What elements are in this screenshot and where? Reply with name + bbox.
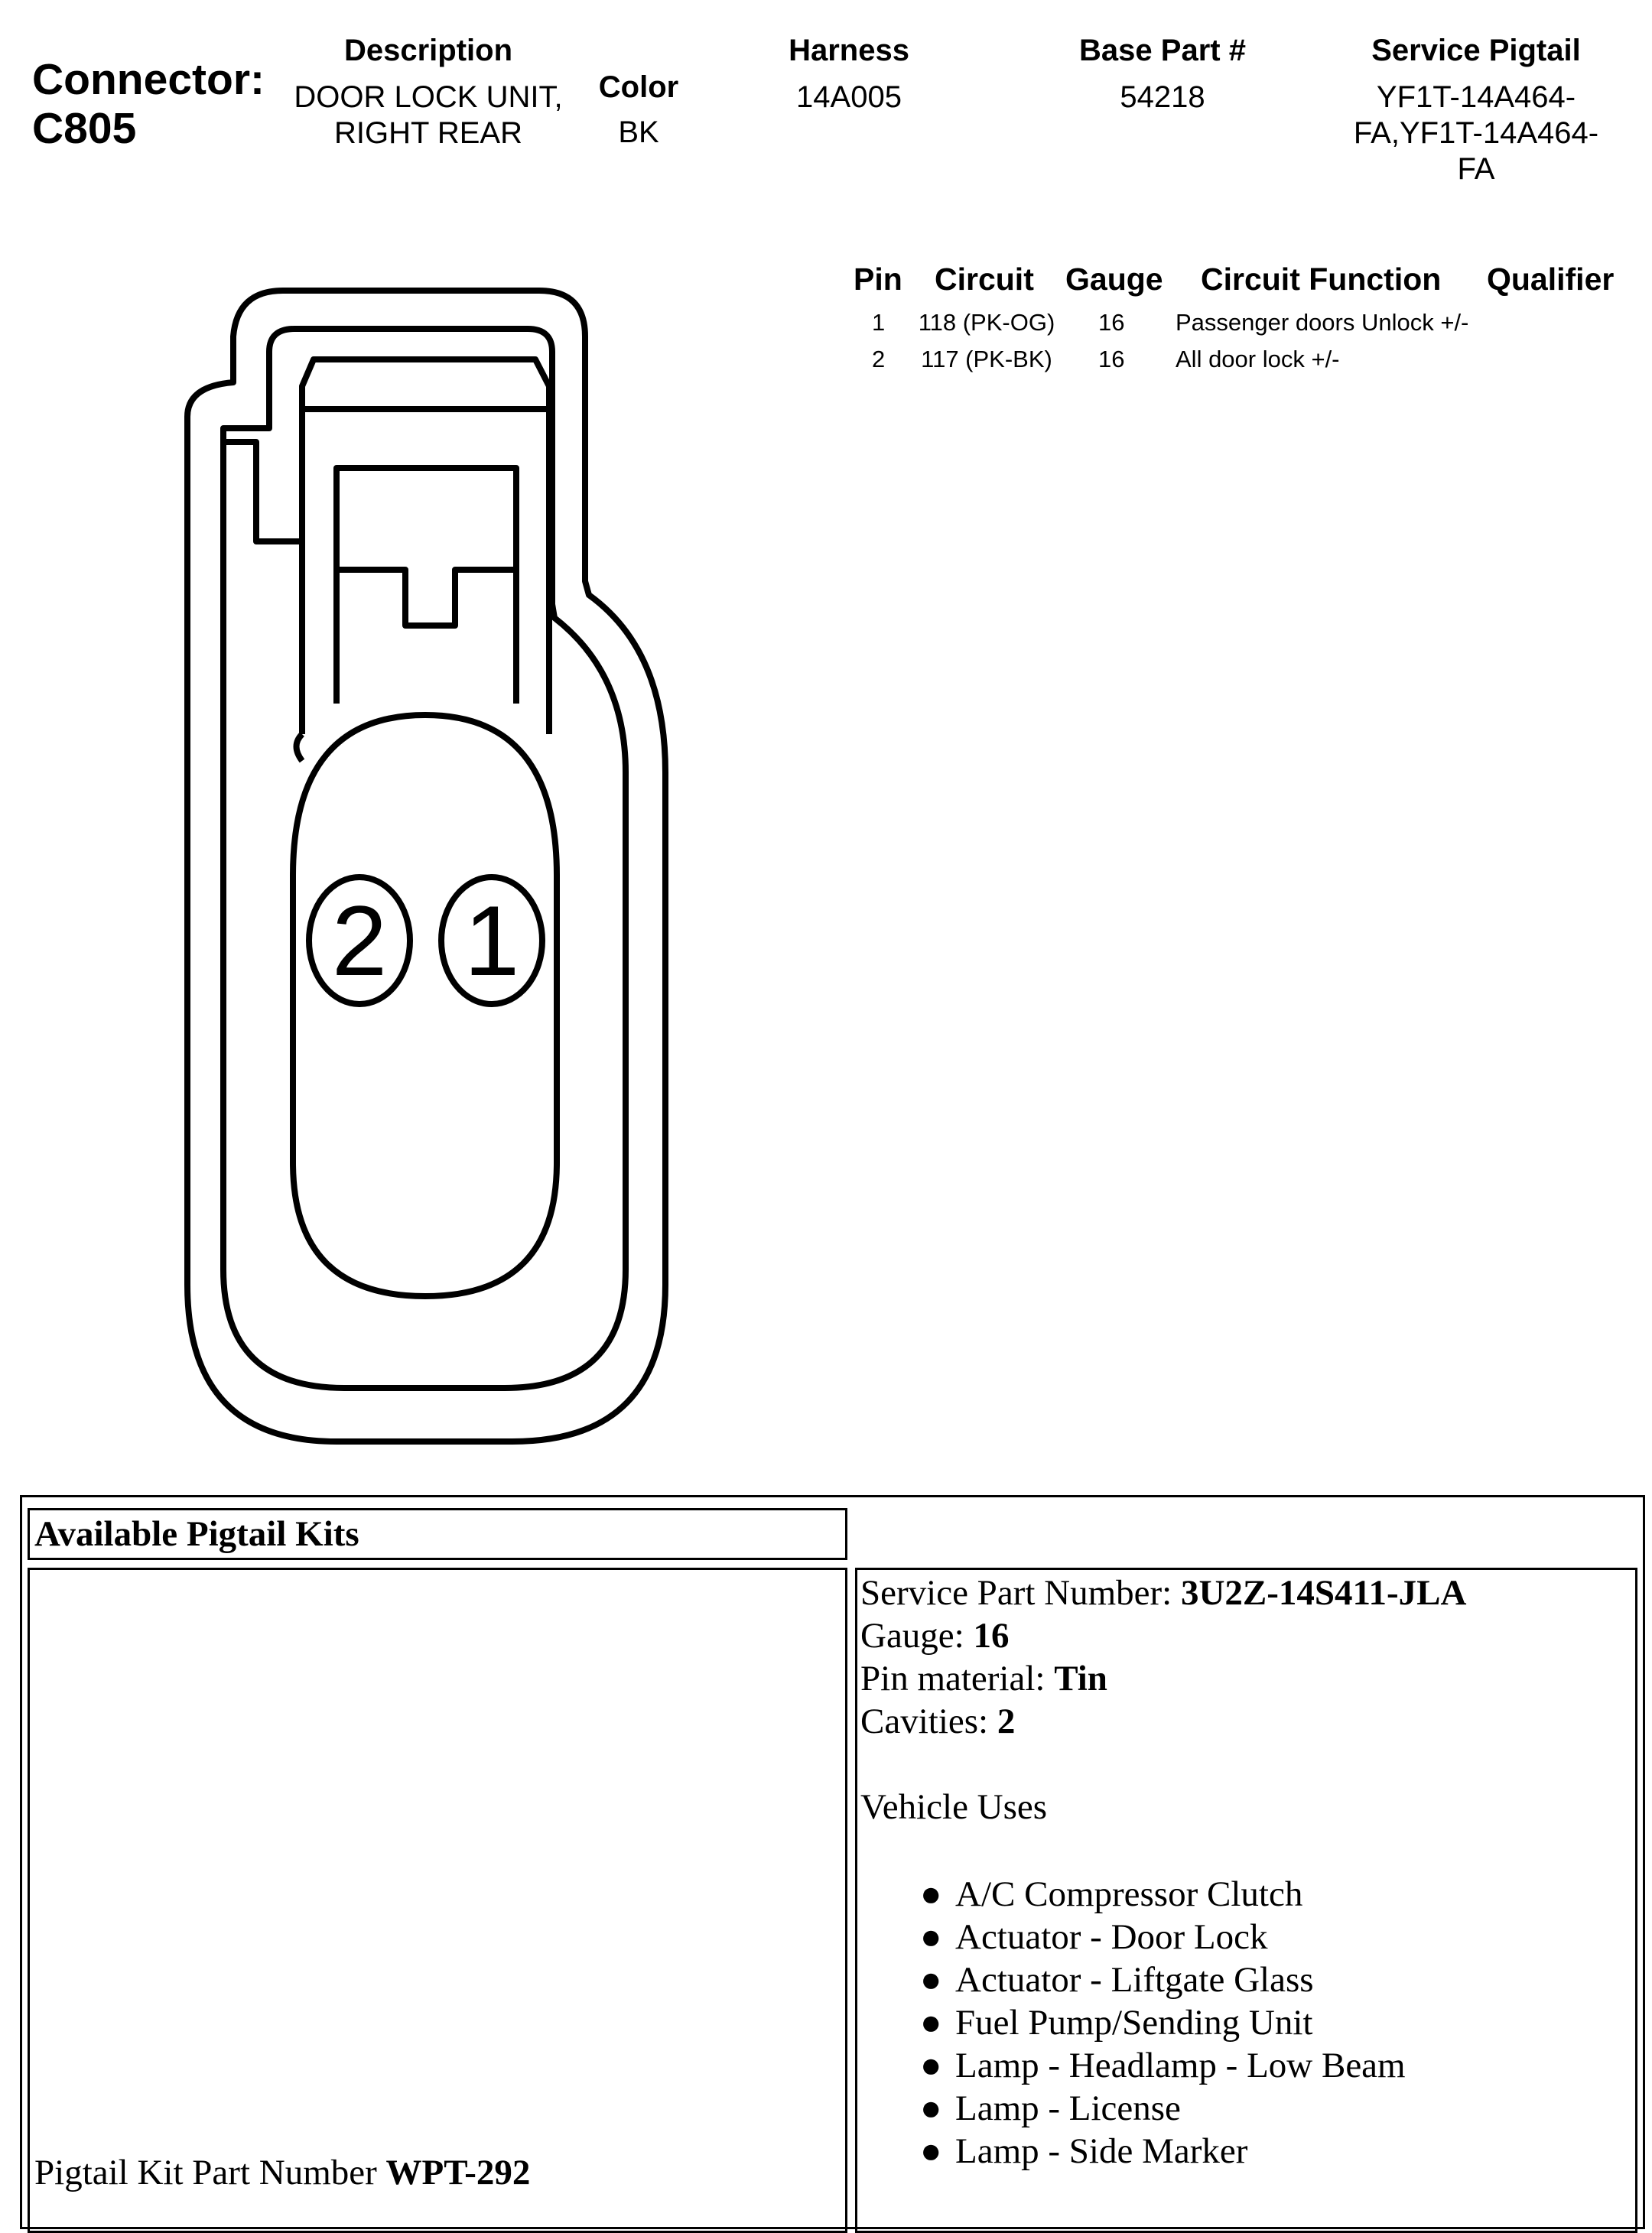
list-item-text: Lamp - License (955, 2088, 1181, 2128)
bullet-icon: ● (920, 2131, 942, 2171)
pin-header: Pin (854, 262, 902, 297)
connector-label: Connector: (32, 55, 265, 104)
list-item-text: Actuator - Door Lock (955, 1917, 1268, 1957)
bullet-icon: ● (920, 1874, 942, 1914)
cavities-line (860, 1700, 1466, 1743)
service-pigtail-line: YF1T-14A464- (1376, 80, 1576, 114)
gauge-label: Gauge: (860, 1616, 974, 1656)
key-outline (337, 468, 516, 704)
list-item (920, 2044, 1406, 2087)
color-value: BK (618, 115, 659, 149)
description-line: RIGHT REAR (334, 116, 522, 150)
list-item (920, 1916, 1406, 1958)
list-item-text: A/C Compressor Clutch (955, 1874, 1303, 1914)
harness-value: 14A005 (796, 80, 902, 114)
connector-id: C805 (32, 104, 137, 153)
pin-material-line (860, 1657, 1466, 1700)
pin-cell: 1 (872, 309, 886, 336)
cavities-value: 2 (997, 1702, 1016, 1741)
latch-hook (297, 734, 303, 761)
list-item (920, 1873, 1406, 1916)
function-cell: Passenger doors Unlock +/- (1176, 309, 1469, 336)
connector-face-diagram (0, 0, 688, 1468)
cavities-label: Cavities: (860, 1702, 997, 1741)
pin-cavity-outline (293, 715, 557, 1296)
service-part-number (860, 1572, 1466, 1614)
harness-header: Harness (789, 34, 909, 67)
circuit-cell: 117 (PK-BK) (921, 346, 1052, 372)
circuit-cell: 118 (PK-OG) (918, 309, 1055, 336)
base-part-header: Base Part # (1079, 34, 1246, 67)
bullet-icon: ● (920, 1960, 942, 2000)
description-line: DOOR LOCK UNIT, (294, 80, 563, 114)
gauge-value: 16 (973, 1616, 1010, 1656)
vehicle-uses-list (920, 1873, 1406, 2173)
gauge-line (860, 1614, 1466, 1657)
base-part-value: 54218 (1120, 80, 1205, 114)
pin-2-label: 2 (331, 885, 388, 996)
list-item (920, 2130, 1406, 2173)
pigtail-kits-title: Available Pigtail Kits (34, 1514, 359, 1554)
kit-details (860, 1572, 1466, 1828)
pin-material-value: Tin (1054, 1659, 1107, 1698)
list-item-text: Lamp - Side Marker (955, 2131, 1248, 2171)
kit-number: WPT-292 (385, 2153, 531, 2192)
service-pigtail-value (1323, 80, 1629, 187)
key-tab (337, 570, 516, 626)
service-part-label: Service Part Number: (860, 1573, 1181, 1613)
function-cell: All door lock +/- (1176, 346, 1340, 372)
gauge-header: Gauge (1065, 262, 1163, 297)
gauge-cell: 16 (1098, 346, 1125, 372)
circuit-function-header: Circuit Function (1201, 262, 1442, 297)
bullet-icon: ● (920, 2046, 942, 2085)
service-pigtail-line: FA (1457, 152, 1495, 186)
pigtail-kit-part-number (34, 2151, 530, 2194)
bullet-icon: ● (920, 2003, 942, 2043)
bullet-icon: ● (920, 1917, 942, 1957)
service-pigtail-line: FA,YF1T-14A464- (1353, 116, 1599, 150)
bullet-icon: ● (920, 2088, 942, 2128)
list-item (920, 1958, 1406, 2001)
description-header: Description (343, 34, 513, 67)
qualifier-header: Qualifier (1487, 262, 1615, 297)
pin-material-label: Pin material: (860, 1659, 1055, 1698)
vehicle-uses-label: Vehicle Uses (860, 1787, 1048, 1827)
circuit-header: Circuit (935, 262, 1034, 297)
service-part-value: 3U2Z-14S411-JLA (1180, 1573, 1467, 1613)
list-item (920, 2001, 1406, 2044)
pigtail-kit-left-cell (28, 1568, 847, 2233)
color-header: Color (598, 70, 679, 104)
pin-1-label: 1 (463, 885, 520, 996)
list-item-text: Fuel Pump/Sending Unit (955, 2003, 1313, 2043)
service-pigtail-header: Service Pigtail (1371, 34, 1581, 67)
pin-cell: 2 (872, 346, 886, 372)
pigtail-kits-title-box (28, 1508, 847, 1560)
notch-step (223, 442, 302, 541)
kit-label: Pigtail Kit Part Number (34, 2153, 386, 2192)
pigtail-kit-right-cell (855, 1568, 1637, 2233)
gauge-cell: 16 (1098, 309, 1125, 336)
list-item-text: Actuator - Liftgate Glass (955, 1960, 1314, 2000)
connector-inner-outline (223, 329, 626, 1388)
list-item-text: Lamp - Headlamp - Low Beam (955, 2046, 1406, 2085)
list-item (920, 2087, 1406, 2130)
